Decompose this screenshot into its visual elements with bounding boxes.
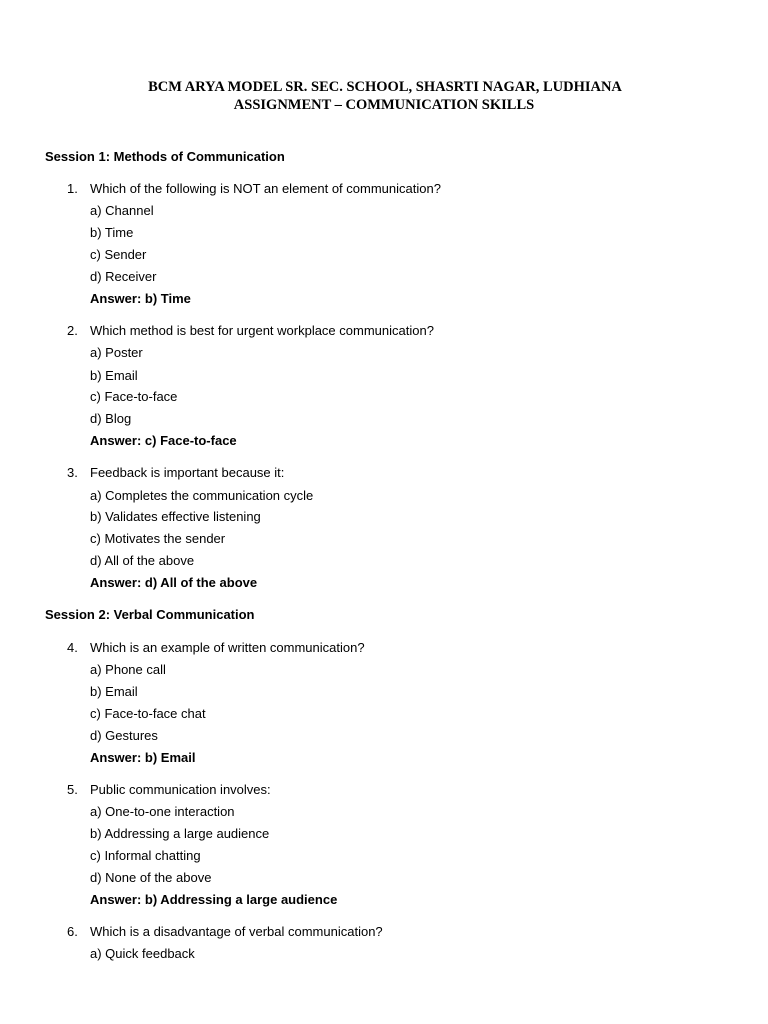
question-option: d) All of the above	[90, 553, 195, 568]
question-text: Feedback is important because it:	[90, 465, 285, 480]
question-option: a) Phone call	[90, 662, 166, 677]
question-number: 5.	[67, 782, 78, 797]
question-number: 1.	[67, 181, 78, 196]
question-option: c) Face-to-face chat	[90, 706, 206, 721]
question-number: 4.	[67, 640, 78, 655]
question-option: d) None of the above	[90, 870, 212, 885]
session-heading: Session 2: Verbal Communication	[45, 607, 255, 622]
question-text: Which of the following is NOT an element of communication?	[90, 181, 441, 196]
school-name-heading: BCM ARYA MODEL SR. SEC. SCHOOL, SHASRTI NAGAR, LUDHIANA	[148, 79, 622, 95]
assignment-title: ASSIGNMENT – COMMUNICATION SKILLS	[233, 97, 535, 113]
question-text: Which method is best for urgent workplace communication?	[90, 323, 434, 338]
question-option: d) Blog	[90, 411, 132, 426]
question-number: 6.	[67, 924, 78, 939]
question-text: Which is a disadvantage of verbal communication?	[90, 924, 383, 939]
question-option: b) Validates effective listening	[90, 509, 261, 524]
question-option: b) Time	[90, 225, 134, 240]
question-option: b) Email	[90, 684, 138, 699]
question-answer: Answer: d) All of the above	[90, 575, 258, 590]
question-option: a) One-to-one interaction	[90, 804, 235, 819]
question-option: c) Sender	[90, 247, 147, 262]
question-answer: Answer: b) Email	[90, 750, 196, 765]
question-number: 3.	[67, 465, 78, 480]
question-option: b) Email	[90, 368, 138, 383]
question-answer: Answer: b) Addressing a large audience	[90, 892, 338, 907]
question-option: a) Poster	[90, 345, 143, 360]
question-answer: Answer: c) Face-to-face	[90, 433, 237, 448]
question-text: Public communication involves:	[90, 782, 271, 797]
question-option: d) Receiver	[90, 269, 157, 284]
question-option: a) Channel	[90, 203, 154, 218]
question-option: a) Quick feedback	[90, 946, 195, 961]
question-option: c) Face-to-face	[90, 389, 178, 404]
question-option: a) Completes the communication cycle	[90, 488, 314, 503]
question-number: 2.	[67, 323, 78, 338]
question-option: c) Informal chatting	[90, 848, 201, 863]
session-heading: Session 1: Methods of Communication	[45, 149, 285, 164]
question-option: d) Gestures	[90, 728, 158, 743]
question-option: b) Addressing a large audience	[90, 826, 270, 841]
question-answer: Answer: b) Time	[90, 291, 191, 306]
question-option: c) Motivates the sender	[90, 531, 226, 546]
question-text: Which is an example of written communication?	[90, 640, 365, 655]
